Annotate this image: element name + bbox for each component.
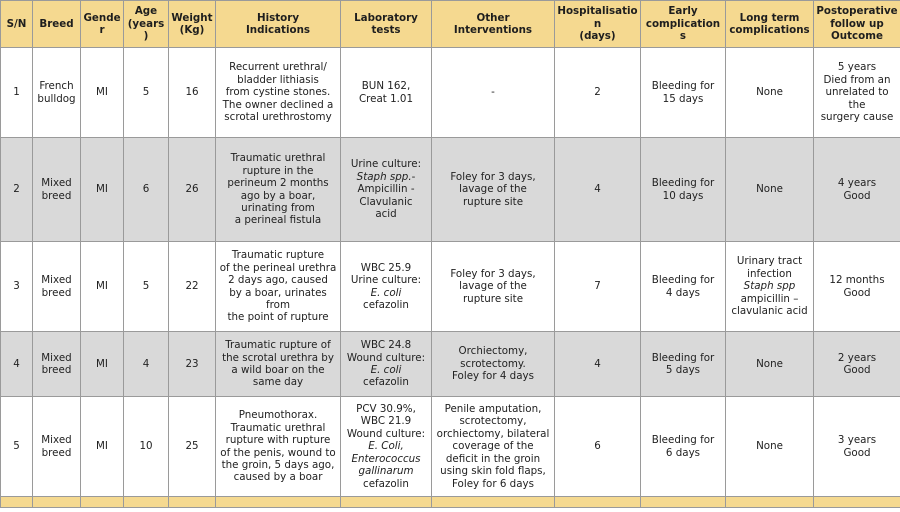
- header-text: Weight: [171, 11, 213, 24]
- cell-long-term-complications: [726, 48, 814, 138]
- cell-interventions-line: orchiectomy, bilateral: [436, 427, 550, 440]
- cell-early-complications-line: Bleeding for: [651, 80, 715, 93]
- cell-interventions-line: deficit in the groin: [445, 452, 541, 465]
- cell-history-line: Recurrent urethral/: [229, 61, 327, 74]
- cell-outcome: [814, 138, 900, 242]
- header-text: Outcome: [831, 30, 883, 43]
- footer-cell: [169, 497, 216, 508]
- cell-breed-line: Mixed: [41, 351, 72, 364]
- cell-history-line: 2 days ago, caused: [228, 274, 328, 287]
- cell-lab-tests-line: [343, 364, 429, 376]
- cell-early-complications: [641, 48, 726, 138]
- cell-lab-tests-line: Urine culture:: [350, 274, 422, 287]
- cell-interventions-line: using skin fold flaps,: [440, 465, 546, 478]
- cell-lab-tests-line: Urine culture:: [350, 158, 422, 171]
- cell-outcome-line: 5 years: [837, 61, 877, 74]
- cell-lab-tests-line: [343, 465, 429, 477]
- header-text: Hospitalisation: [557, 5, 638, 30]
- lab-suffix: -: [411, 170, 416, 183]
- cell-interventions: [432, 48, 555, 138]
- header-long-term-complications: [726, 1, 814, 48]
- cell-interventions-line: Foley for 6 days: [452, 477, 534, 490]
- cell-long-term-complications-line: [728, 280, 811, 292]
- footer-cell: [726, 497, 814, 508]
- cell-history-line: of the perineal urethra: [219, 261, 337, 274]
- cell-breed-line: breed: [41, 286, 72, 299]
- cell-history: [216, 397, 341, 497]
- header-postoperative-outcome: [814, 1, 900, 48]
- cell-outcome-line: Good: [843, 446, 871, 459]
- cell-breed-line: Mixed: [41, 434, 72, 447]
- header-history: [216, 1, 341, 48]
- cell-history: [216, 332, 341, 397]
- header-text: Breed: [39, 17, 74, 30]
- footer-cell: [641, 497, 726, 508]
- header-early-complications: [641, 1, 726, 48]
- cell-outcome-line: Good: [843, 286, 871, 299]
- cell-lab-tests-line: Wound culture:: [346, 351, 426, 364]
- footer-cell: [81, 497, 124, 508]
- cell-long-term-complications-line: None: [756, 86, 783, 99]
- cell-long-term-complications-line: clavulanic acid: [731, 305, 808, 318]
- cell-history-line: Traumatic urethral: [230, 152, 326, 165]
- cell-lab-tests: [341, 332, 432, 397]
- cell-interventions-line: rupture site: [462, 195, 524, 208]
- cell-history-line: a wild boar on the: [231, 364, 325, 376]
- cell-lab-tests-line: acid: [375, 208, 397, 221]
- cell-breed-line: breed: [41, 446, 72, 459]
- cell-long-term-complications: [726, 242, 814, 332]
- cell-early-complications: [641, 397, 726, 497]
- cell-early-complications-line: 5 days: [665, 364, 701, 376]
- table-row: [1, 397, 900, 497]
- cell-lab-tests-line: PCV 30.9%,: [356, 403, 416, 416]
- cell-age: 4: [124, 332, 169, 397]
- footer-cell: [814, 497, 900, 508]
- organism-name: Staph spp: [743, 280, 796, 293]
- footer-cell: [555, 497, 641, 508]
- cell-age: 5: [124, 242, 169, 332]
- table-row: [1, 48, 900, 138]
- cell-history-line: Traumatic urethral: [230, 421, 326, 434]
- header-text: Other: [476, 11, 510, 24]
- organism-name: E. Coli,: [368, 440, 404, 453]
- cell-interventions-line: Foley for 3 days,: [450, 267, 536, 280]
- header-text: Gender: [83, 11, 121, 36]
- cell-sn: 5: [1, 397, 33, 497]
- header-text: Long term: [739, 11, 800, 24]
- cell-outcome-line: 3 years: [837, 434, 877, 447]
- header-text: S/N: [6, 17, 27, 30]
- cell-history: [216, 242, 341, 332]
- cell-early-complications-line: 10 days: [662, 189, 704, 202]
- table-row: [1, 242, 900, 332]
- cell-interventions: [432, 397, 555, 497]
- cell-interventions: [432, 242, 555, 332]
- cell-outcome-line: 4 years: [837, 177, 877, 190]
- cell-breed-line: Mixed: [41, 274, 72, 287]
- organism-name: E. coli: [370, 286, 402, 299]
- cell-lab-tests-line: [343, 171, 429, 183]
- cell-lab-tests: [341, 138, 432, 242]
- cell-lab-tests-line: Clavulanic: [359, 195, 413, 208]
- cell-history-line: the groin, 5 days ago,: [221, 458, 335, 471]
- header-text: Indications: [245, 24, 311, 36]
- cell-hospitalisation: 7: [555, 242, 641, 332]
- cell-sn: 2: [1, 138, 33, 242]
- cell-breed: [33, 397, 81, 497]
- cell-interventions-line: scrotectomy.: [460, 357, 526, 370]
- cell-history-line: Pneumothorax.: [238, 409, 318, 422]
- cell-breed: [33, 48, 81, 138]
- cell-early-complications-line: 15 days: [662, 92, 704, 105]
- cell-long-term-complications-line: infection: [747, 267, 792, 280]
- cell-hospitalisation: 2: [555, 48, 641, 138]
- cell-hospitalisation: 6: [555, 397, 641, 497]
- header-weight: [169, 1, 216, 48]
- header-text: (years): [127, 17, 165, 43]
- cell-interventions-line: -: [491, 86, 495, 99]
- organism-name: E. coli: [370, 364, 402, 376]
- cell-breed-line: French: [39, 80, 74, 93]
- cell-weight: 23: [169, 332, 216, 397]
- cell-lab-tests-line: Creat 1.01: [358, 92, 414, 105]
- cell-lab-tests-line: WBC 25.9: [360, 261, 412, 274]
- cell-gender: MI: [81, 48, 124, 138]
- cell-gender: MI: [81, 397, 124, 497]
- cell-outcome: [814, 242, 900, 332]
- cell-interventions-line: coverage of the: [452, 440, 534, 453]
- cell-outcome-line: Good: [843, 189, 871, 202]
- cell-outcome-line: 2 years: [837, 351, 877, 364]
- cell-early-complications: [641, 138, 726, 242]
- cell-interventions: [432, 138, 555, 242]
- cell-breed: [33, 138, 81, 242]
- cell-history-line: ago by a boar,: [240, 189, 316, 202]
- cell-outcome-line: Good: [843, 364, 871, 376]
- header-text: Laboratory: [354, 11, 418, 24]
- cell-history-line: bladder lithiasis: [237, 73, 319, 86]
- cell-interventions-line: Orchiectomy,: [458, 345, 528, 358]
- cell-early-complications-line: Bleeding for: [651, 351, 715, 364]
- cell-hospitalisation: 4: [555, 332, 641, 397]
- cell-outcome: [814, 397, 900, 497]
- cell-age: 10: [124, 397, 169, 497]
- header-text: follow up: [830, 17, 884, 30]
- footer-cell: [33, 497, 81, 508]
- cell-outcome: [814, 48, 900, 138]
- cell-lab-tests: [341, 48, 432, 138]
- header-age: [124, 1, 169, 48]
- cell-breed-line: Mixed: [41, 177, 72, 190]
- table-header-row: [1, 1, 900, 48]
- cell-early-complications: [641, 332, 726, 397]
- cell-outcome-line: surgery cause: [820, 111, 894, 124]
- cell-history-line: Traumatic rupture: [231, 249, 325, 262]
- cell-long-term-complications-line: Urinary tract: [736, 255, 803, 268]
- cell-lab-tests-line: cefazolin: [363, 477, 409, 490]
- table-row: [1, 138, 900, 242]
- cell-long-term-complications-line: None: [756, 183, 783, 196]
- header-text: Age: [134, 5, 158, 18]
- cell-history-line: rupture with rupture: [225, 434, 331, 447]
- header-text: complications: [729, 24, 810, 36]
- footer-cell: [1, 497, 33, 508]
- cell-age: 6: [124, 138, 169, 242]
- cell-early-complications: [641, 242, 726, 332]
- header-text: tests: [371, 24, 401, 36]
- cell-long-term-complications-line: ampicillin –: [740, 292, 799, 305]
- header-gender: [81, 1, 124, 48]
- header-sn: [1, 1, 33, 48]
- cell-history-line: rupture in the: [242, 164, 314, 177]
- cell-lab-tests-line: WBC 24.8: [360, 339, 412, 352]
- cell-lab-tests: [341, 397, 432, 497]
- cell-history-line: urinating from: [241, 201, 315, 214]
- cell-history-line: perineum 2 months: [227, 177, 329, 190]
- cell-long-term-complications: [726, 138, 814, 242]
- cell-lab-tests-line: Wound culture:: [346, 427, 426, 440]
- organism-name: gallinarum: [358, 465, 414, 478]
- cell-outcome-line: Died from an: [823, 73, 891, 86]
- cell-interventions-line: Foley for 3 days,: [450, 170, 536, 183]
- table-row: [1, 332, 900, 397]
- cell-long-term-complications-line: None: [756, 440, 783, 453]
- organism-name: Enterococcus: [351, 452, 421, 465]
- header-text: (days): [579, 30, 616, 43]
- table-footer-bar: [1, 497, 900, 508]
- cell-early-complications-line: 4 days: [665, 286, 701, 299]
- cell-interventions-line: lavage of the: [459, 183, 527, 196]
- cell-interventions-line: lavage of the: [459, 280, 527, 293]
- cell-breed-line: bulldog: [37, 92, 76, 105]
- cell-history-line: the point of rupture: [227, 311, 329, 324]
- cell-weight: 16: [169, 48, 216, 138]
- cell-interventions-line: Foley for 4 days: [452, 370, 534, 383]
- cell-history-line: scrotal urethrostomy: [224, 111, 332, 124]
- cell-history-line: Traumatic rupture of: [225, 339, 331, 352]
- cell-history-line: a perineal fistula: [234, 214, 322, 227]
- header-text: History: [256, 11, 300, 24]
- footer-cell: [124, 497, 169, 508]
- cell-breed: [33, 242, 81, 332]
- cell-gender: MI: [81, 242, 124, 332]
- cell-long-term-complications: [726, 332, 814, 397]
- cell-breed-line: breed: [41, 364, 72, 376]
- cell-lab-tests-line: Ampicillin -: [357, 183, 415, 196]
- cell-early-complications-line: 6 days: [665, 446, 701, 459]
- cell-gender: MI: [81, 138, 124, 242]
- cell-long-term-complications-line: None: [756, 357, 783, 370]
- cell-sn: 3: [1, 242, 33, 332]
- header-breed: [33, 1, 81, 48]
- header-text: (Kg): [179, 24, 205, 36]
- cell-lab-tests-line: [343, 453, 429, 465]
- organism-name: Staph spp.: [356, 170, 412, 183]
- footer-cell: [432, 497, 555, 508]
- header-text: Early: [668, 5, 698, 18]
- header-text: Interventions: [453, 24, 533, 36]
- cell-lab-tests-line: [343, 287, 429, 299]
- cell-history: [216, 138, 341, 242]
- cell-history-line: by a boar, urinates from: [229, 286, 327, 311]
- cell-lab-tests-line: cefazolin: [363, 376, 409, 389]
- cell-history-line: from cystine stones.: [225, 86, 331, 99]
- cell-interventions-line: Penile amputation,: [444, 403, 542, 416]
- cell-lab-tests-line: cefazolin: [363, 298, 409, 311]
- cell-interventions-line: rupture site: [462, 292, 524, 305]
- cell-early-complications-line: Bleeding for: [651, 434, 715, 447]
- header-text: Postoperative: [816, 5, 898, 18]
- cell-lab-tests-line: WBC 21.9: [360, 415, 412, 428]
- cell-weight: 22: [169, 242, 216, 332]
- cell-sn: 4: [1, 332, 33, 397]
- cell-weight: 26: [169, 138, 216, 242]
- cell-history-line: The owner declined a: [222, 98, 334, 111]
- cell-breed-line: breed: [41, 189, 72, 202]
- cell-gender: MI: [81, 332, 124, 397]
- header-hospitalisation: [555, 1, 641, 48]
- cell-history-line: of the penis, wound to: [220, 446, 336, 459]
- cell-sn: 1: [1, 48, 33, 138]
- cell-hospitalisation: 4: [555, 138, 641, 242]
- header-laboratory-tests: [341, 1, 432, 48]
- cell-early-complications-line: Bleeding for: [651, 177, 715, 190]
- cell-history-line: same day: [252, 376, 304, 389]
- cell-lab-tests-line: [343, 440, 429, 452]
- cell-breed: [33, 332, 81, 397]
- cell-age: 5: [124, 48, 169, 138]
- footer-cell: [216, 497, 341, 508]
- cell-history-line: the scrotal urethra by: [222, 351, 334, 364]
- cell-outcome-line: unrelated to the: [825, 86, 889, 111]
- cell-lab-tests: [341, 242, 432, 332]
- cell-outcome-line: 12 months: [829, 274, 885, 287]
- cell-lab-tests-line: BUN 162,: [361, 80, 411, 93]
- cell-early-complications-line: Bleeding for: [651, 274, 715, 287]
- cell-history-line: caused by a boar: [233, 471, 323, 484]
- cell-long-term-complications: [726, 397, 814, 497]
- header-other-interventions: [432, 1, 555, 48]
- cell-weight: 25: [169, 397, 216, 497]
- cell-history: [216, 48, 341, 138]
- footer-cell: [341, 497, 432, 508]
- cell-outcome: [814, 332, 900, 397]
- cell-interventions-line: scrotectomy,: [459, 415, 527, 428]
- cell-interventions: [432, 332, 555, 397]
- header-text: complications: [645, 17, 721, 43]
